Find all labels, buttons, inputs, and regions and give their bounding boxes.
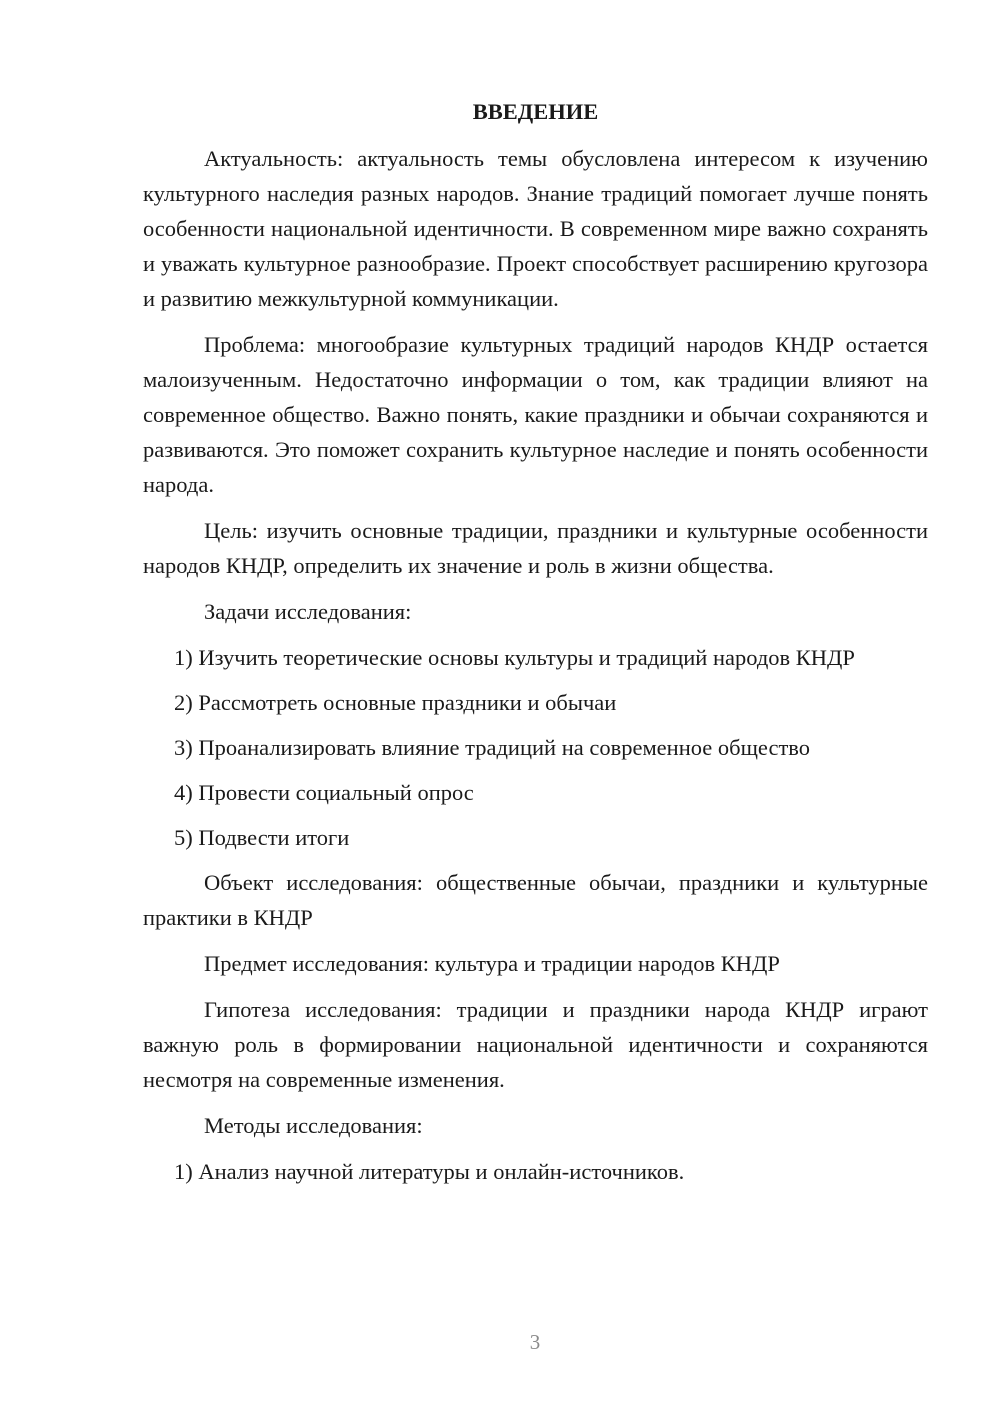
list-item: 1) Анализ научной литературы и онлайн-источников.: [174, 1159, 685, 1184]
methods-heading: Методы исследования:: [204, 1113, 423, 1138]
page-number: 3: [529, 1330, 541, 1354]
list-item: 5) Подвести итоги: [174, 825, 350, 850]
subject-paragraph: Предмет исследования: культура и традиции народов КНДР: [204, 951, 780, 976]
document-page: [143, 94, 928, 1199]
problem-paragraph: Проблема: многообразие культурных традиций народов КНДР остается малоизученным. Недостаточно информации о том, как традиции влияют на современное общество. Важно понять, какие праздники и обычаи сохраняются и развиваются. Это поможет сохранить культурное наследие и понять особенности народа.: [143, 332, 928, 497]
list-item: 2) Рассмотреть основные праздники и обычаи: [174, 690, 617, 715]
list-item: 1) Изучить теоретические основы культуры и традиций народов КНДР: [174, 645, 855, 670]
page-title: ВВЕДЕНИЕ: [472, 99, 599, 124]
tasks-list: [143, 640, 928, 855]
relevance-paragraph: Актуальность: актуальность темы обусловлена интересом к изучению культурного наследия разных народов. Знание традиций помогает лучше понять особенности национальной идентичности. В современном мире важно сохранять и уважать культурное разнообразие. Проект способствует расширению кругозора и развитию межкультурной коммуникации.: [143, 146, 928, 311]
list-item: 4) Провести социальный опрос: [174, 780, 474, 805]
tasks-heading: Задачи исследования:: [204, 599, 412, 624]
hypothesis-paragraph: Гипотеза исследования: традиции и праздники народа КНДР играют важную роль в формировании национальной идентичности и сохраняются несмотря на современные изменения.: [143, 997, 928, 1092]
object-paragraph: Объект исследования: общественные обычаи, праздники и культурные практики в КНДР: [143, 870, 928, 930]
list-item: 3) Проанализировать влияние традиций на современное общество: [174, 735, 810, 760]
methods-list: [143, 1154, 928, 1189]
goal-paragraph: Цель: изучить основные традиции, праздники и культурные особенности народов КНДР, определить их значение и роль в жизни общества.: [143, 518, 928, 578]
